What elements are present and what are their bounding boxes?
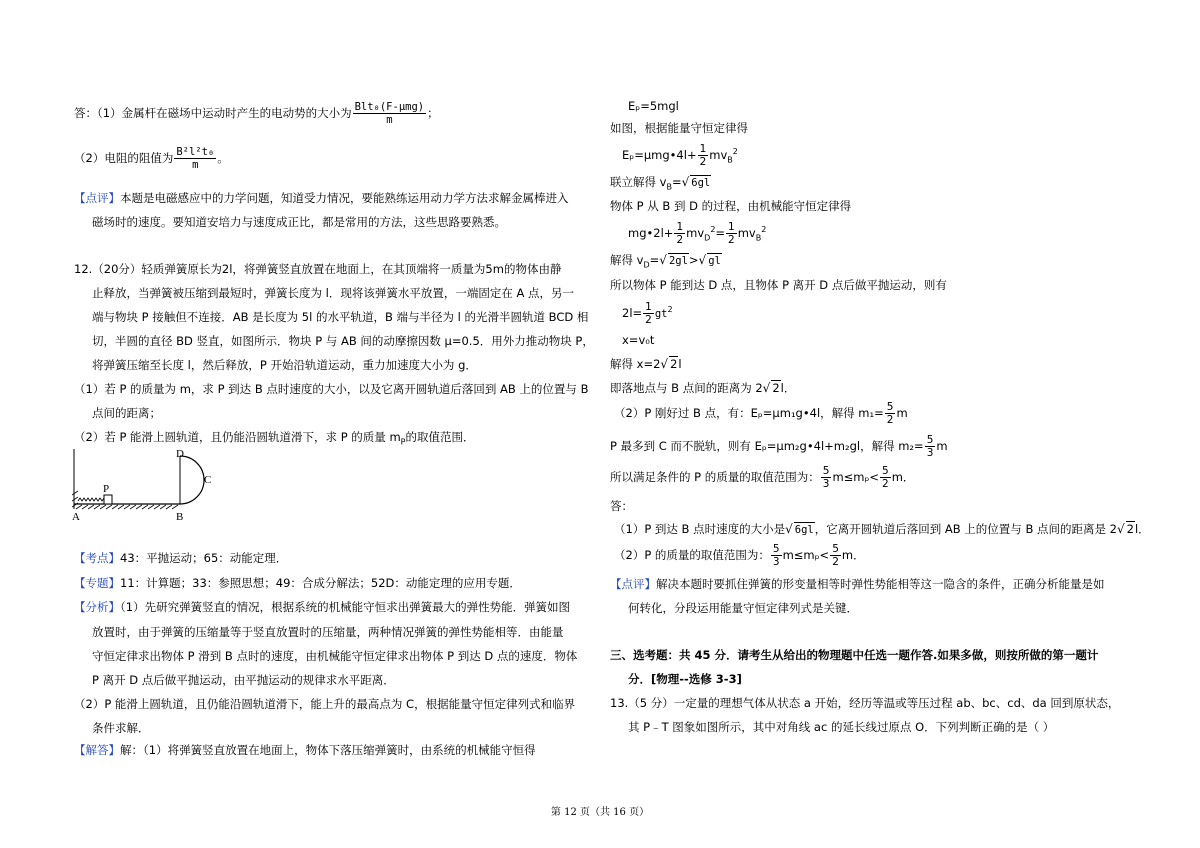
q12-line-7: 点间的距离； [92,406,161,420]
q12-line-1: 12.（20分）轻质弹簧原长为2l，将弹簧竖直放置在地面上，在其顶端将一质量为5m的物体由静 [74,262,562,276]
q12-line-5: 将弹簧压缩至长度 l，然后释放，P 开始沿轨道运动，重力加速度大小为 g． [92,358,477,372]
resistance-fraction: $\frac{\text{B²l²t₀}}{m}$ [176,146,215,171]
section-heading-2: 分．[物理--选修 3-3] [628,672,742,686]
analysis-line-3: 守恒定律求出物体 P 滑到 B 点时的速度，由机械能守恒定律求出物体 P 到达 D 点的速度．物体 [92,649,578,663]
section-heading-1: 三、选考题：共 45 分．请考生从给出的物理题中任选一题作答.如果多做，则按所做的第一题计 [610,648,1099,662]
answer-line-1: 答：（1）金属杆在磁场中运动时产生的电动势的大小为 $\frac{\text{Blt₀(F-μmg)}}{m}$ ； [74,101,439,126]
review-line-1: 【点评】本题是电磁感应中的力学问题，知道受力情况，要能熟练运用动力学方法求解金属棒进入 [74,191,569,205]
review-line-2: 磁场时的速度。要知道安培力与速度成正比，都是常用的方法，这些思路要熟悉。 [92,215,506,229]
q12-line-8: （2）若 P 能滑上圆轨道，且仍能沿圆轨道滑下，求 P 的质量 $m_P$的取值范围． [74,430,475,447]
q12-line-2: 止释放，当弹簧被压缩到最短时，弹簧长度为 l．现将该弹簧水平放置，一端固定在 A 点，另一 [92,286,575,300]
analysis-line-4: P 离开 D 点后做平抛运动，由平抛运动的规律求水平距离． [92,673,395,687]
r-line-16: 答： [610,499,633,513]
r-line-5: 物体 P 从 B 到 D 的过程，由机械能守恒定律得 [610,199,852,213]
r-review-line-1: 【点评】解决本题时要抓住弹簧的形变量相等时弹性势能相等这一隐含的条件，正确分析能量是如 [610,577,1105,591]
label-A: A [72,511,80,523]
r-line-6: mg•2l+ $\frac{1}{2}$ $mv_D^2=$ $\frac{1}{2}$ $mv_B^2$ [628,221,767,246]
label-B: B [176,511,184,523]
kaodian-line: 【考点】43：平抛运动；65：动能定理． [74,551,288,565]
label-P: P [103,483,110,495]
r-line-8: 所以物体 P 能到达 D 点，且物体 P 离开 D 点后做平抛运动，则有 [610,278,947,292]
label-C: C [204,474,212,486]
r-line-11: 解得 x=2√ 2l [610,357,682,371]
r-line-10: x=v₀t [622,333,655,347]
r-line-12: 即落地点与 B 点间的距离为 2√ 2l． [610,381,796,395]
r-line-15: 所以满足条件的 P 的质量的取值范围为： $\frac{5}{3}$ m≤mₚ< $\frac{5}{2}$ m． [610,465,915,490]
q12-line-4: 切，半圆的直径 BD 竖直，如图所示．物块 P 与 AB 间的动摩擦因数 μ=0.5．用外力推动物块 P， [92,334,594,348]
page-footer: 第 12 页（共 16 页） [550,807,650,818]
review-tag: 【点评】 [74,191,120,205]
r-line-13: （2）P 刚好过 B 点，有：Eₚ=μm₁g•4l，解得 m₁= $\frac{5}{2}$ m [614,401,908,426]
zhuanti-line: 【专题】11：计算题；33：参照思想；49：合成分解法；52D：动能定理的应用专题． [74,576,521,590]
r-line-4: 联立解得 $v_B=√$ 6gl [610,175,711,192]
q12-line-6: （1）若 P 的质量为 m，求 P 到达 B 点时速度的大小，以及它离开圆轨道后落回到 AB 上的位置与 B [74,382,589,396]
q12-line-3: 端与物块 P 接触但不连接．AB 是长度为 5l 的水平轨道，B 端与半径为 l 的光滑半圆轨道 BCD 相 [92,310,589,324]
analysis-line-5: （2）P 能滑上圆轨道，且仍能沿圆轨道滑下，能上升的最高点为 C，根据能量守恒定律列式和临界 [74,697,576,711]
r-line-18: （2）P 的质量的取值范围为： $\frac{5}{3}$ m≤mₚ< $\frac{5}{2}$ m． [614,543,865,568]
label-D: D [176,448,184,460]
r-line-14: P 最多到 C 而不脱轨，则有 Eₚ=μm₂g•4l+m₂gl，解得 m₂= $\frac{5}{3}$ m [610,434,948,459]
q13-line-2: 其 P﹣T 图象如图所示，其中对角线 ac 的延长线过原点 O．下列判断正确的是（ ） [628,720,1055,734]
answer-line-2: （2）电阻的阻值为 $\frac{\text{B²l²t₀}}{m}$ 。 [74,146,229,171]
r-line-3: Eₚ=μmg•4l+ $\frac{1}{2}$ $mv_B^2$ [622,143,738,168]
solution-line-1: 【解答】解：（1）将弹簧竖直放置在地面上，物体下落压缩弹簧时，由系统的机械能守恒得 [74,743,536,757]
r-line-7: 解得 $v_D=√$ 2gl>√ gl [610,253,721,270]
emf-fraction: $\frac{\text{Blt₀(F-μmg)}}{m}$ [354,101,425,126]
r-line-1: Eₚ=5mgl [628,99,679,113]
r-line-17: （1）P 到达 B 点时速度的大小是√ 6gl，它离开圆轨道后落回到 AB 上的位置与 B 点间的距离是 2√ 2l． [614,522,1150,536]
analysis-line-2: 放置时，由于弹簧的压缩量等于竖直放置时的压缩量，两种情况弹簧的弹性势能相等．由能量 [92,625,564,639]
r-review-line-2: 何转化，分段运用能量守恒定律列式是关键． [628,601,858,615]
analysis-line-6: 条件求解． [92,721,150,735]
r-line-9: 2l= $\frac{1}{2}$ $gt^2$ [622,301,673,326]
q13-line-1: 13.（5 分）一定量的理想气体从状态 a 开始，经历等温或等压过程 ab、bc、cd、da 回到原状态， [610,696,1120,710]
r-line-2: 如图，根据能量守恒定律得 [610,121,748,135]
analysis-line-1: 【分析】（1）先研究弹簧竖直的情况，根据系统的机械能守恒求出弹簧最大的弹性势能．弹簧如图 [74,600,571,614]
